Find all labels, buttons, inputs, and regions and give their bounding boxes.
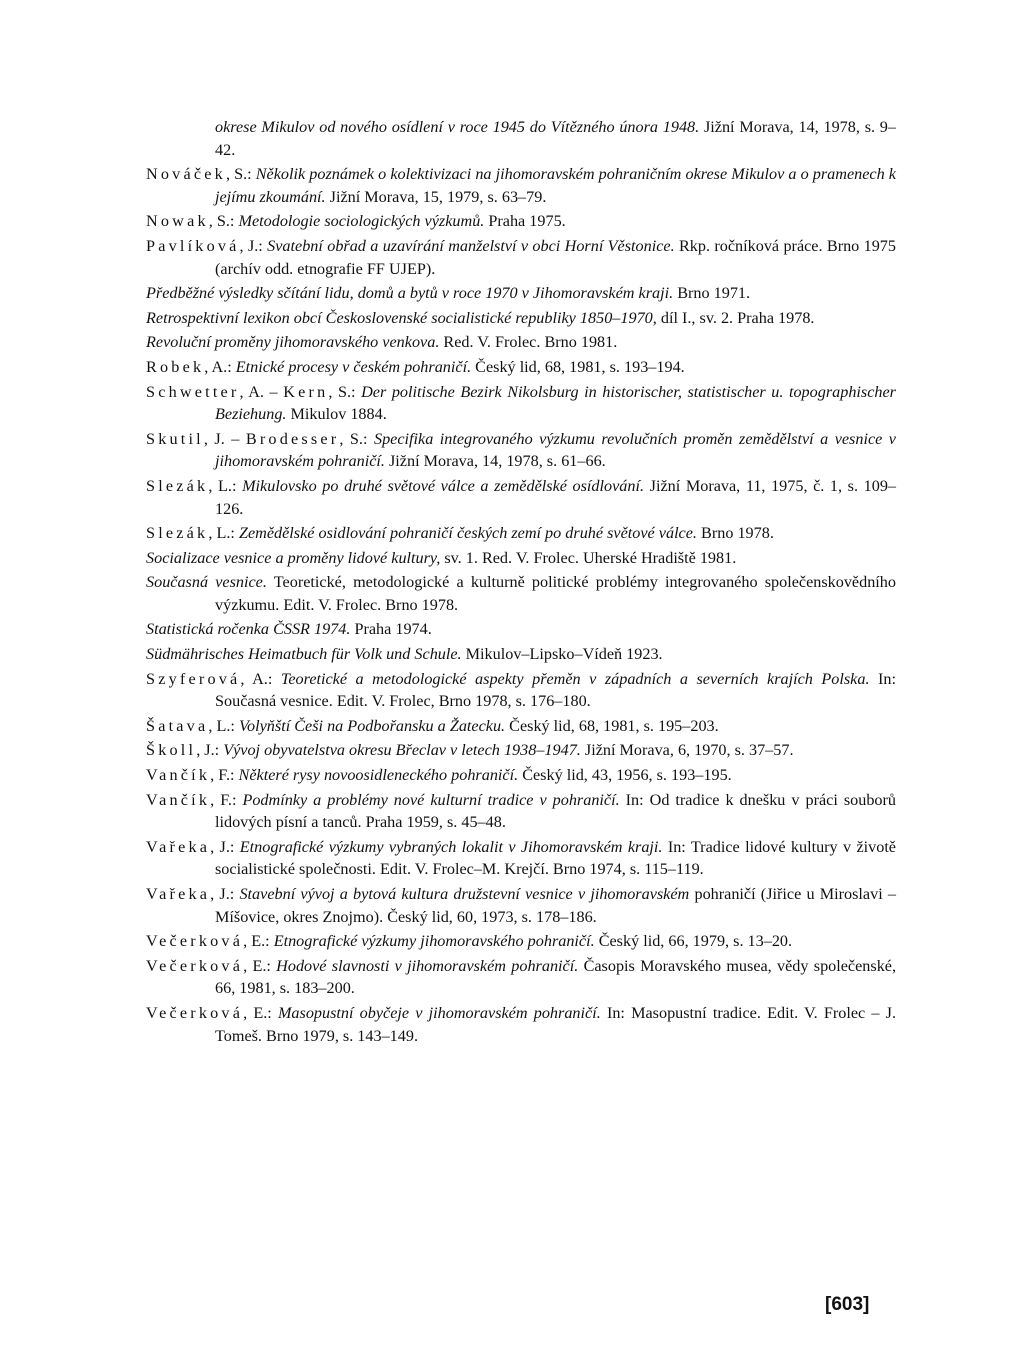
entry-separator: , F.: [210,766,239,785]
bibliography-entry [146,643,896,666]
entry-title: Revoluční proměny jihomoravského venkova. [146,333,440,352]
bibliography-entry [146,930,896,953]
entry-details: Jižní Morava, 14, 1978, s. 9–42. [215,118,896,159]
entry-separator: , L.: [208,524,239,543]
entry-separator: , S.: [328,382,362,401]
bibliography-entry [146,618,896,641]
entry-title: okrese Mikulov od nového osídlení v roce 1945 do Vítězného února 1948. [215,118,700,136]
bibliography-entry [146,282,896,305]
bibliography-entry [146,210,896,233]
entry-details: díl I., sv. 2. Praha 1978. [660,308,815,327]
bibliography-list [146,116,896,1049]
entry-title: Socializace vesnice a proměny lidové kultury, [146,548,441,567]
entry-details: In: Masopustní tradice. Edit. V. Frolec – J. Tomeš. Brno 1979, s. 143–149. [215,1003,896,1045]
entry-title: Zemědělské osidlování pohraničí českých zemí po druhé světové válce. [238,524,697,543]
entry-separator: , A.: [240,669,281,688]
entry-details: Mikulov 1884. [290,405,387,424]
entry-author: Večerková [146,932,244,951]
entry-details: Brno 1978. [701,524,774,543]
entry-separator: , S.: [225,165,256,184]
bibliography-entry [146,381,896,426]
entry-separator: , J.: [210,837,240,856]
entry-title: Vývoj obyvatelstva okresu Břeclav v letech 1938–1947. [223,741,581,760]
bibliography-entry [146,883,896,928]
bibliography-entry [146,547,896,570]
entry-author: Školl [146,741,197,760]
entry-details: Red. V. Frolec. Brno 1981. [443,333,618,352]
entry-title: Stavební vývoj a bytová kultura družstevní vesnice v jihomoravském [239,885,690,903]
bibliography-entry [146,1002,896,1047]
entry-author: Vařeka [146,837,211,856]
entry-title: Volyňští Češi na Podbořansku a Žatecku. [238,716,506,735]
bibliography-entry [146,475,896,520]
entry-title: Südmährisches Heimatbuch für Volk und Schule. [146,645,462,664]
entry-coauthor: Brodesser [245,429,340,448]
entry-separator: , S.: [208,212,239,231]
entry-title: Některé rysy novoosidleneckého pohraničí. [238,766,519,785]
entry-title: Podmínky a problémy nové kulturní tradice v pohraničí. [242,790,620,809]
entry-separator: , J.: [239,236,268,255]
bibliography-entry [146,235,896,280]
entry-author: Vančík [146,790,211,809]
entry-details: In: Tradice lidové kultury v životě socialistické společnosti. Edit. V. Frolec–M. Krejčí. Brno 1974, s. 115–119. [215,837,896,879]
entry-author: Vančík [146,766,211,785]
entry-details: Brno 1971. [677,284,751,303]
entry-separator: , J.: [196,741,224,760]
bibliography-entry [146,836,896,881]
entry-author: Szyferová [146,669,241,688]
entry-details: Jižní Morava, 15, 1979, s. 63–79. [329,187,547,206]
bibliography-entry [146,789,896,834]
bibliography-entry [146,522,896,545]
entry-author: Nowak [146,212,209,231]
bibliography-entry [146,739,896,762]
entry-title: Teoretické a metodologické aspekty přeměn v západních a severních krajích Polska. [280,669,870,688]
bibliography-entry [146,163,896,208]
entry-author: Skutil [146,429,204,448]
entry-details: Jižní Morava, 11, 1975, č. 1, s. 109–126. [215,476,897,518]
entry-separator: , E.: [243,1003,278,1022]
entry-title: Svatební obřad a uzavírání manželství v obci Horní Věstonice. [267,236,675,255]
entry-details: Časopis Moravského musea, vědy společenské, 66, 1981, s. 183–200. [215,956,897,998]
entry-separator: , F.: [210,790,243,809]
entry-author: Večerková [146,1003,244,1022]
entry-separator: , L.: [208,476,243,495]
entry-details: Praha 1975. [488,212,566,231]
bibliography-entry [146,715,896,738]
bibliography-entry [146,307,896,330]
entry-title: Etnografické výzkumy vybraných lokalit v Jihomoravském kraji. [239,837,663,856]
entry-title: Masopustní obyčeje v jihomoravském pohraničí. [277,1003,601,1022]
entry-title: Metodologie sociologických výzkumů. [238,212,485,231]
entry-author: Vařeka [146,885,211,903]
entry-title: Specifika integrovaného výzkumu revolučních proměn zemědělství a vesnice v jihomoravském pohraničí. [215,429,896,471]
entry-separator: , J.: [210,885,240,903]
entry-author: Šatava [146,716,209,735]
entry-separator: , J. – [203,429,246,448]
entry-details: pohraničí (Jiřice u Miroslavi – Míšovice, okres Znojmo). Český lid, 60, 1973, s. 178–186. [215,885,897,926]
entry-separator: , E.: [243,956,277,975]
entry-details: Český lid, 68, 1981, s. 195–203. [509,716,719,735]
entry-title: Několik poznámek o kolektivizaci na jihomoravském pohraničním okrese Mikulov a o pramenech k jejímu zkoumání. [215,165,896,206]
entry-details: Český lid, 43, 1956, s. 193–195. [522,766,732,785]
entry-details: Jižní Morava, 14, 1978, s. 61–66. [389,452,606,471]
entry-coauthor: Kern [283,382,329,401]
entry-details: In: Současná vesnice. Edit. V. Frolec, Brno 1978, s. 176–180. [215,669,896,711]
entry-separator: , A.: [204,357,236,376]
entry-title: Současná vesnice. [146,573,267,592]
bibliography-entry [146,955,896,1000]
entry-details: Jižní Morava, 6, 1970, s. 37–57. [584,741,794,760]
bibliography-entry [146,668,896,713]
entry-title: Der politische Bezirk Nikolsburg in historischer, statistischer u. topographischer Beziehung. [215,382,896,424]
entry-details: Český lid, 66, 1979, s. 13–20. [598,932,793,951]
entry-author: Pavlíková [146,236,240,255]
bibliography-entry [146,571,896,616]
entry-separator: , L.: [208,716,239,735]
entry-title: Mikulovsko po druhé světové válce a zemědělské osídlování. [242,476,645,495]
entry-details: Český lid, 68, 1981, s. 193–194. [475,357,685,376]
entry-author: Slezák [146,476,209,495]
entry-author: Slezák [146,524,209,543]
entry-title: Předběžné výsledky sčítání lidu, domů a bytů v roce 1970 v Jihomoravském kraji. [146,284,674,303]
bibliography-entry [146,764,896,787]
entry-details: In: Od tradice k dnešku v práci souborů lidových písní a tanců. Praha 1959, s. 45–48. [215,790,897,832]
entry-separator: , S.: [339,429,374,448]
bibliography-entry [146,356,896,379]
bibliography-entry [146,428,896,473]
bibliography-entry [215,116,896,161]
entry-details: sv. 1. Red. V. Frolec. Uherské Hradiště 1981. [444,548,737,567]
entry-title: Etnické procesy v českém pohraničí. [235,357,472,376]
entry-details: Teoretické, metodologické a kulturně politické problémy integrovaného společenskovědního výzkumu. Edit. V. Frolec. Brno 1978. [215,573,896,614]
entry-details: Praha 1974. [354,620,432,639]
entry-title: Etnografické výzkumy jihomoravského pohraničí. [273,932,595,951]
entry-title: Retrospektivní lexikon obcí Československé socialistické republiky 1850–1970, [146,308,657,327]
page-number: [603] [825,1294,870,1315]
bibliography-entry [146,331,896,354]
entry-separator: , A. – [239,382,284,401]
entry-title: Hodové slavnosti v jihomoravském pohraničí. [276,956,579,975]
entry-author: Robek [146,357,205,376]
entry-separator: , E.: [243,932,274,951]
entry-title: Statistická ročenka ČSSR 1974. [146,620,351,639]
entry-author: Nováček [146,165,226,184]
entry-author: Večerková [146,956,244,975]
entry-details: Mikulov–Lipsko–Vídeň 1923. [465,645,663,664]
entry-author: Schwetter [146,382,240,401]
entry-details: Rkp. ročníková práce. Brno 1975 (archív odd. etnografie FF UJEP). [215,236,896,278]
